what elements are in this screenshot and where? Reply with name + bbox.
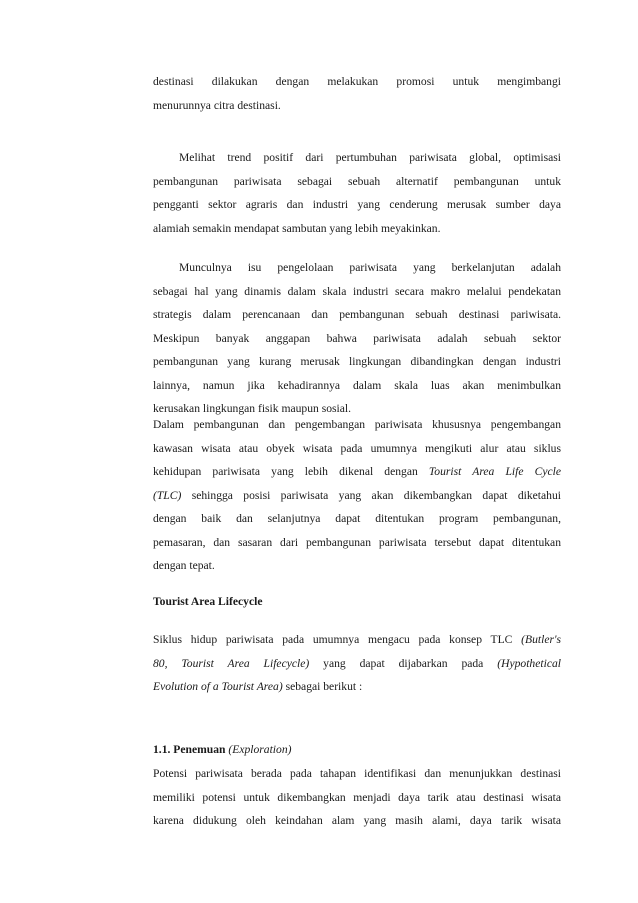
subsection-heading	[153, 738, 561, 762]
text-line: strategis dalam perencanaan dan pembangunan sebuah destinasi pariwisata.	[153, 308, 561, 321]
text-segment: Siklus hidup pariwisata pada umumnya mengacu pada konsep TLC	[153, 633, 513, 646]
text-line	[153, 628, 561, 652]
text-line: Munculnya isu pengelolaan pariwisata yang berkelanjutan adalah	[179, 261, 561, 274]
italic-term: 80, Tourist Area Lifecycle)	[153, 656, 310, 670]
paragraph-4	[153, 413, 561, 578]
text-line: Dalam pembangunan dan pengembangan pariwisata khususnya pengembangan	[153, 418, 561, 431]
italic-term: Tourist Area Life Cycle	[428, 465, 561, 478]
italic-term: (Exploration)	[228, 743, 292, 756]
text-line: sebagai hal yang dinamis dalam skala industri secara makro melalui pendekatan	[153, 284, 561, 298]
text-line: alamiah semakin mendapat sambutan yang lebih meyakinkan.	[153, 221, 441, 235]
text-line: Meskipun banyak anggapan bahwa pariwisata adalah sebuah sektor	[153, 331, 561, 345]
text-line	[153, 652, 561, 676]
text-line: destinasi dilakukan dengan melakukan promosi untuk mengimbangi	[153, 75, 561, 88]
text-line: lainnya, namun jika kehadirannya dalam skala luas akan menimbulkan	[153, 378, 561, 392]
italic-term: (Butler's	[521, 633, 561, 646]
text-line: kerusakan lingkungan fisik maupun sosial.	[153, 402, 352, 415]
italic-term: (Hypothetical	[497, 656, 561, 670]
text-line: karena didukung oleh keindahan alam yang masih alami, daya tarik wisata	[153, 814, 561, 827]
paragraph-5	[153, 628, 561, 699]
text-line: Potensi pariwisata berada pada tahapan identifikasi dan menunjukkan destinasi	[153, 767, 561, 780]
text-line	[153, 484, 561, 508]
text-line: pengganti sektor agraris dan industri yang cenderung merusak sumber daya	[153, 198, 561, 211]
paragraph-6	[153, 762, 561, 833]
text-segment: kehidupan pariwisata yang lebih dikenal dengan	[153, 465, 418, 478]
section-heading	[153, 590, 561, 614]
text-line	[153, 675, 561, 699]
heading-text: 1.1. Penemuan	[153, 743, 226, 756]
italic-term: (TLC)	[153, 488, 182, 502]
text-line: menurunnya citra destinasi.	[153, 98, 281, 112]
text-line: kawasan wisata atau obyek wisata pada umumnya mengikuti alur atau siklus	[153, 441, 561, 455]
heading-text: Tourist Area Lifecycle	[153, 595, 263, 608]
text-line: Melihat trend positif dari pertumbuhan pariwisata global, optimisasi	[179, 151, 561, 164]
text-line: pembangunan yang kurang merusak lingkungan dibandingkan dengan industri	[153, 355, 561, 368]
paragraph-1	[153, 70, 561, 117]
italic-term: Evolution of a Tourist Area)	[153, 680, 283, 693]
text-line: pemasaran, dan sasaran dari pembangunan pariwisata tersebut dapat ditentukan	[153, 535, 561, 549]
paragraph-2	[153, 146, 561, 240]
text-segment: sehingga posisi pariwisata yang akan dikembangkan dapat diketahui	[191, 488, 561, 502]
text-line: pembangunan pariwisata sebagai sebuah alternatif pembangunan untuk	[153, 174, 561, 188]
text-line: memiliki potensi untuk dikembangkan menjadi daya tarik atau destinasi wisata	[153, 790, 561, 804]
text-line: dengan baik dan selanjutnya dapat ditentukan program pembangunan,	[153, 512, 561, 525]
text-segment: sebagai berikut :	[285, 680, 363, 693]
paragraph-3	[153, 256, 561, 421]
text-segment: yang dapat dijabarkan pada	[323, 656, 484, 670]
text-line	[153, 738, 561, 762]
text-line	[153, 460, 561, 484]
text-line: dengan tepat.	[153, 559, 215, 572]
